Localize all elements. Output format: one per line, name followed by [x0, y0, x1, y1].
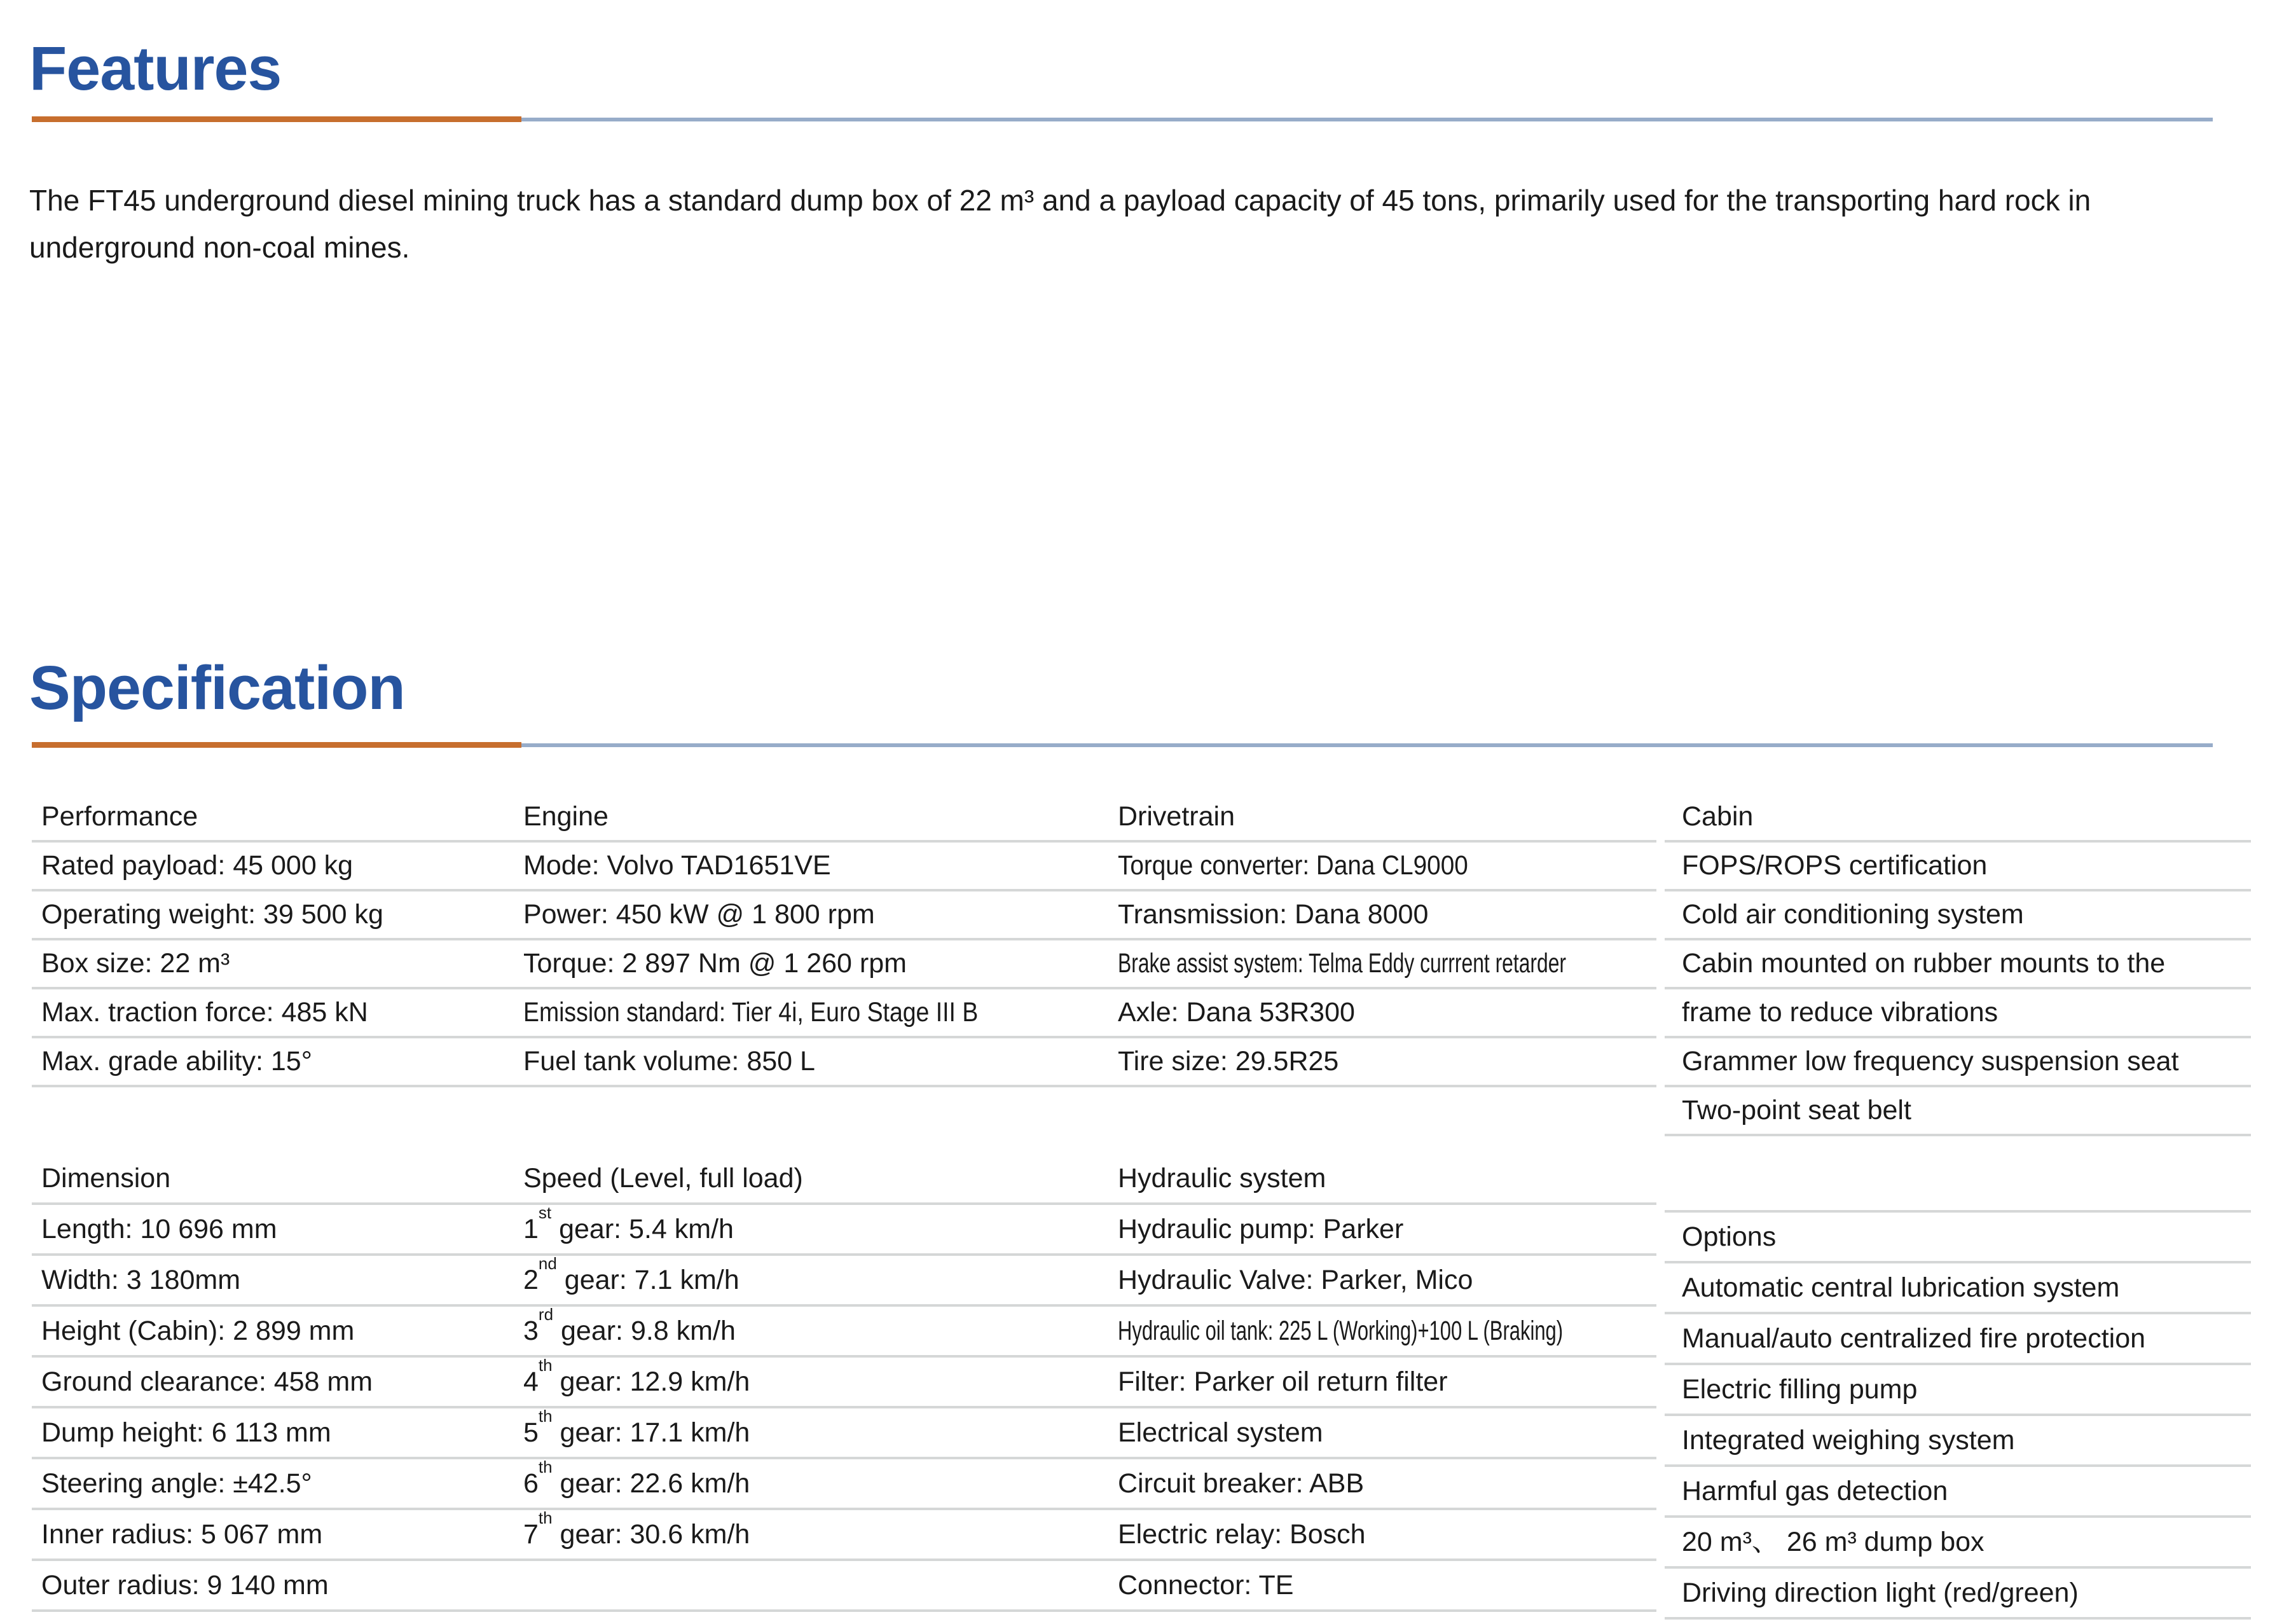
speed-row: [515, 1205, 1110, 1256]
hydraulic-header: [1110, 1408, 1656, 1459]
dimension-row: [32, 1358, 515, 1408]
spec-column-speed: [515, 1154, 1110, 1612]
drivetrain-row: [1110, 940, 1656, 989]
dimension-row: [32, 1459, 515, 1510]
cabin-row: [1665, 1038, 2251, 1087]
options-header: [1665, 1213, 2251, 1263]
options-row: [1665, 1518, 2251, 1569]
hydraulic-row: [1110, 1459, 1656, 1510]
spec-cell-text: Electrical system: [1118, 1417, 1323, 1448]
engine-header: [515, 794, 1110, 843]
spec-column-hydraulic: [1110, 1154, 1656, 1612]
features-paragraph: The FT45 underground diesel mining truck has a standard dump box of 22 m³ and a payload capacity of 45 tons, primarily used for the transporting hard rock in underground non-coal mines.: [29, 184, 2091, 264]
dimension-row: [32, 1307, 515, 1358]
spec-cell-text: Performance: [41, 801, 198, 832]
performance-row: [32, 940, 515, 989]
spec-cell-text: Hydraulic Valve: Parker, Mico: [1118, 1264, 1473, 1295]
performance-row: [32, 1038, 515, 1087]
speed-header: [515, 1154, 1110, 1205]
hydraulic-row: [1110, 1561, 1656, 1612]
spec-column-dimension: [32, 1154, 515, 1612]
spec-cell-text: Hydraulic oil tank: 225 L (Working)+100 L (Braking): [1118, 1315, 1564, 1346]
spec-cell-text: Operating weight: 39 500 kg: [41, 899, 383, 930]
speed-row: [515, 1459, 1110, 1510]
spec-cell-text: Fuel tank volume: 850 L: [523, 1046, 815, 1077]
spec-cell-text: Steering angle: ±42.5°: [41, 1468, 312, 1499]
spec-cell-text: Power: 450 kW @ 1 800 rpm: [523, 899, 875, 930]
features-divider-orange-segment: [32, 116, 521, 122]
hydraulic-header: [1110, 1154, 1656, 1205]
options-row: [1665, 1416, 2251, 1467]
engine-row: [515, 891, 1110, 940]
spec-cell-text: Automatic central lubrication system: [1682, 1272, 2120, 1303]
options-row: [1665, 1467, 2251, 1518]
drivetrain-row: [1110, 891, 1656, 940]
spec-cell-text: Cabin: [1682, 801, 1754, 832]
hydraulic-row: [1110, 1205, 1656, 1256]
performance-row: [32, 843, 515, 891]
spec-cell-text: Harmful gas detection: [1682, 1475, 1948, 1506]
spec-table-section-1: [32, 794, 2251, 1136]
spec-cell-text: Length: 10 696 mm: [41, 1213, 277, 1244]
spec-cell-text: Dimension: [41, 1162, 171, 1194]
dimension-row: [32, 1256, 515, 1307]
options-row: [1665, 1569, 2251, 1620]
spec-cell-text: Integrated weighing system: [1682, 1424, 2015, 1455]
spec-cell-text: Max. traction force: 485 kN: [41, 997, 368, 1028]
spec-cell-text: Manual/auto centralized fire protection: [1682, 1323, 2146, 1354]
spec-cell-text: Filter: Parker oil return filter: [1118, 1366, 1448, 1397]
engine-row: [515, 1038, 1110, 1087]
speed-row: [515, 1307, 1110, 1358]
cabin-row: [1665, 843, 2251, 891]
performance-row: [32, 891, 515, 940]
spec-cell-text: Options: [1682, 1221, 1777, 1252]
cabin-row: [1665, 891, 2251, 940]
spec-column-cabin: [1665, 794, 2251, 1136]
speed-row: [515, 1256, 1110, 1307]
spec-cell-text: 1st gear: 5.4 km/h: [523, 1203, 734, 1244]
spec-cell-text: Electric filling pump: [1682, 1373, 1918, 1405]
spec-cell-text: 6th gear: 22.6 km/h: [523, 1457, 750, 1499]
hydraulic-row: [1110, 1358, 1656, 1408]
spec-cell-text: Driving direction light (red/green): [1682, 1577, 2079, 1608]
features-divider: [32, 116, 2213, 122]
spec-cell-text: 3rd gear: 9.8 km/h: [523, 1305, 736, 1346]
spec-cell-text: Torque converter: Dana CL9000: [1118, 850, 1468, 881]
options-empty-cell: [1665, 1162, 2251, 1213]
dimension-row: [32, 1510, 515, 1561]
performance-row: [32, 989, 515, 1038]
drivetrain-row: [1110, 843, 1656, 891]
features-divider-blue-segment: [521, 118, 2213, 121]
engine-row: [515, 989, 1110, 1038]
spec-cell-text: Rated payload: 45 000 kg: [41, 850, 354, 881]
dimension-row: [32, 1561, 515, 1612]
specification-divider-orange-segment: [32, 742, 521, 748]
spec-cell-text: 7th gear: 30.6 km/h: [523, 1508, 750, 1550]
engine-row: [515, 940, 1110, 989]
cabin-row: [1665, 940, 2251, 989]
spec-cell-text: Cold air conditioning system: [1682, 899, 2024, 930]
spec-cell-text: Tire size: 29.5R25: [1118, 1046, 1339, 1077]
spec-cell-text: Torque: 2 897 Nm @ 1 260 rpm: [523, 948, 907, 979]
speed-row: [515, 1408, 1110, 1459]
spec-cell-text: Drivetrain: [1118, 801, 1235, 832]
spec-cell-text: 5th gear: 17.1 km/h: [523, 1407, 750, 1448]
spec-cell-text: Emission standard: Tier 4i, Euro Stage III B: [523, 997, 979, 1028]
spec-cell-text: 20 m³、 26 m³ dump box: [1682, 1526, 1985, 1557]
spec-cell-text: Box size: 22 m³: [41, 948, 230, 979]
spec-cell-text: Electric relay: Bosch: [1118, 1518, 1366, 1550]
spec-cell-text: 2nd gear: 7.1 km/h: [523, 1254, 739, 1295]
hydraulic-row: [1110, 1510, 1656, 1561]
spec-cell-text: Axle: Dana 53R300: [1118, 997, 1355, 1028]
spec-cell-text: Dump height: 6 113 mm: [41, 1417, 331, 1448]
speed-empty-cell: [515, 1561, 1110, 1612]
specification-divider-blue-segment: [521, 743, 2213, 747]
options-row: [1665, 1314, 2251, 1365]
performance-header: [32, 794, 515, 843]
speed-row: [515, 1358, 1110, 1408]
spec-cell-text: FOPS/ROPS certification: [1682, 850, 1988, 881]
spec-cell-text: Max. grade ability: 15°: [41, 1046, 312, 1077]
dimension-header: [32, 1154, 515, 1205]
drivetrain-row: [1110, 989, 1656, 1038]
specification-divider: [32, 742, 2213, 748]
drivetrain-row: [1110, 1038, 1656, 1087]
spec-cell-text: Brake assist system: Telma Eddy currrent retarder: [1118, 948, 1567, 979]
options-row: [1665, 1365, 2251, 1416]
spec-cell-text: 4th gear: 12.9 km/h: [523, 1356, 750, 1397]
hydraulic-row: [1110, 1256, 1656, 1307]
spec-column-options: [1665, 1162, 2251, 1620]
cabin-row: [1665, 989, 2251, 1038]
specification-title: Specification: [29, 653, 405, 722]
spec-cell-text: Hydraulic pump: Parker: [1118, 1213, 1404, 1244]
spec-cell-text: frame to reduce vibrations: [1682, 997, 1998, 1028]
dimension-row: [32, 1408, 515, 1459]
options-row: [1665, 1263, 2251, 1314]
spec-column-drivetrain: [1110, 794, 1656, 1136]
spec-cell-text: Cabin mounted on rubber mounts to the: [1682, 948, 2166, 979]
spec-cell-text: Hydraulic system: [1118, 1162, 1326, 1194]
spec-cell-text: Speed (Level, full load): [523, 1162, 803, 1194]
spec-column-engine: [515, 794, 1110, 1136]
spec-cell-text: Engine: [523, 801, 609, 832]
spec-table-section-2: [32, 1154, 2251, 1612]
spec-cell-text: Connector: TE: [1118, 1569, 1294, 1600]
features-title: Features: [29, 34, 282, 103]
spec-cell-text: Ground clearance: 458 mm: [41, 1366, 373, 1397]
cabin-row: [1665, 1087, 2251, 1136]
spec-column-performance: [32, 794, 515, 1136]
dimension-row: [32, 1205, 515, 1256]
spec-cell-text: Transmission: Dana 8000: [1118, 899, 1429, 930]
speed-row: [515, 1510, 1110, 1561]
spec-cell-text: Width: 3 180mm: [41, 1264, 241, 1295]
spec-cell-text: Mode: Volvo TAD1651VE: [523, 850, 831, 881]
spec-cell-text: Circuit breaker: ABB: [1118, 1468, 1365, 1499]
spec-cell-text: Inner radius: 5 067 mm: [41, 1518, 323, 1550]
cabin-header: [1665, 794, 2251, 843]
hydraulic-row: [1110, 1307, 1656, 1358]
engine-row: [515, 843, 1110, 891]
drivetrain-header: [1110, 794, 1656, 843]
spec-cell-text: Grammer low frequency suspension seat: [1682, 1046, 2179, 1077]
spec-cell-text: Outer radius: 9 140 mm: [41, 1569, 329, 1600]
spec-cell-text: Two-point seat belt: [1682, 1095, 1911, 1125]
spec-cell-text: Height (Cabin): 2 899 mm: [41, 1315, 355, 1346]
